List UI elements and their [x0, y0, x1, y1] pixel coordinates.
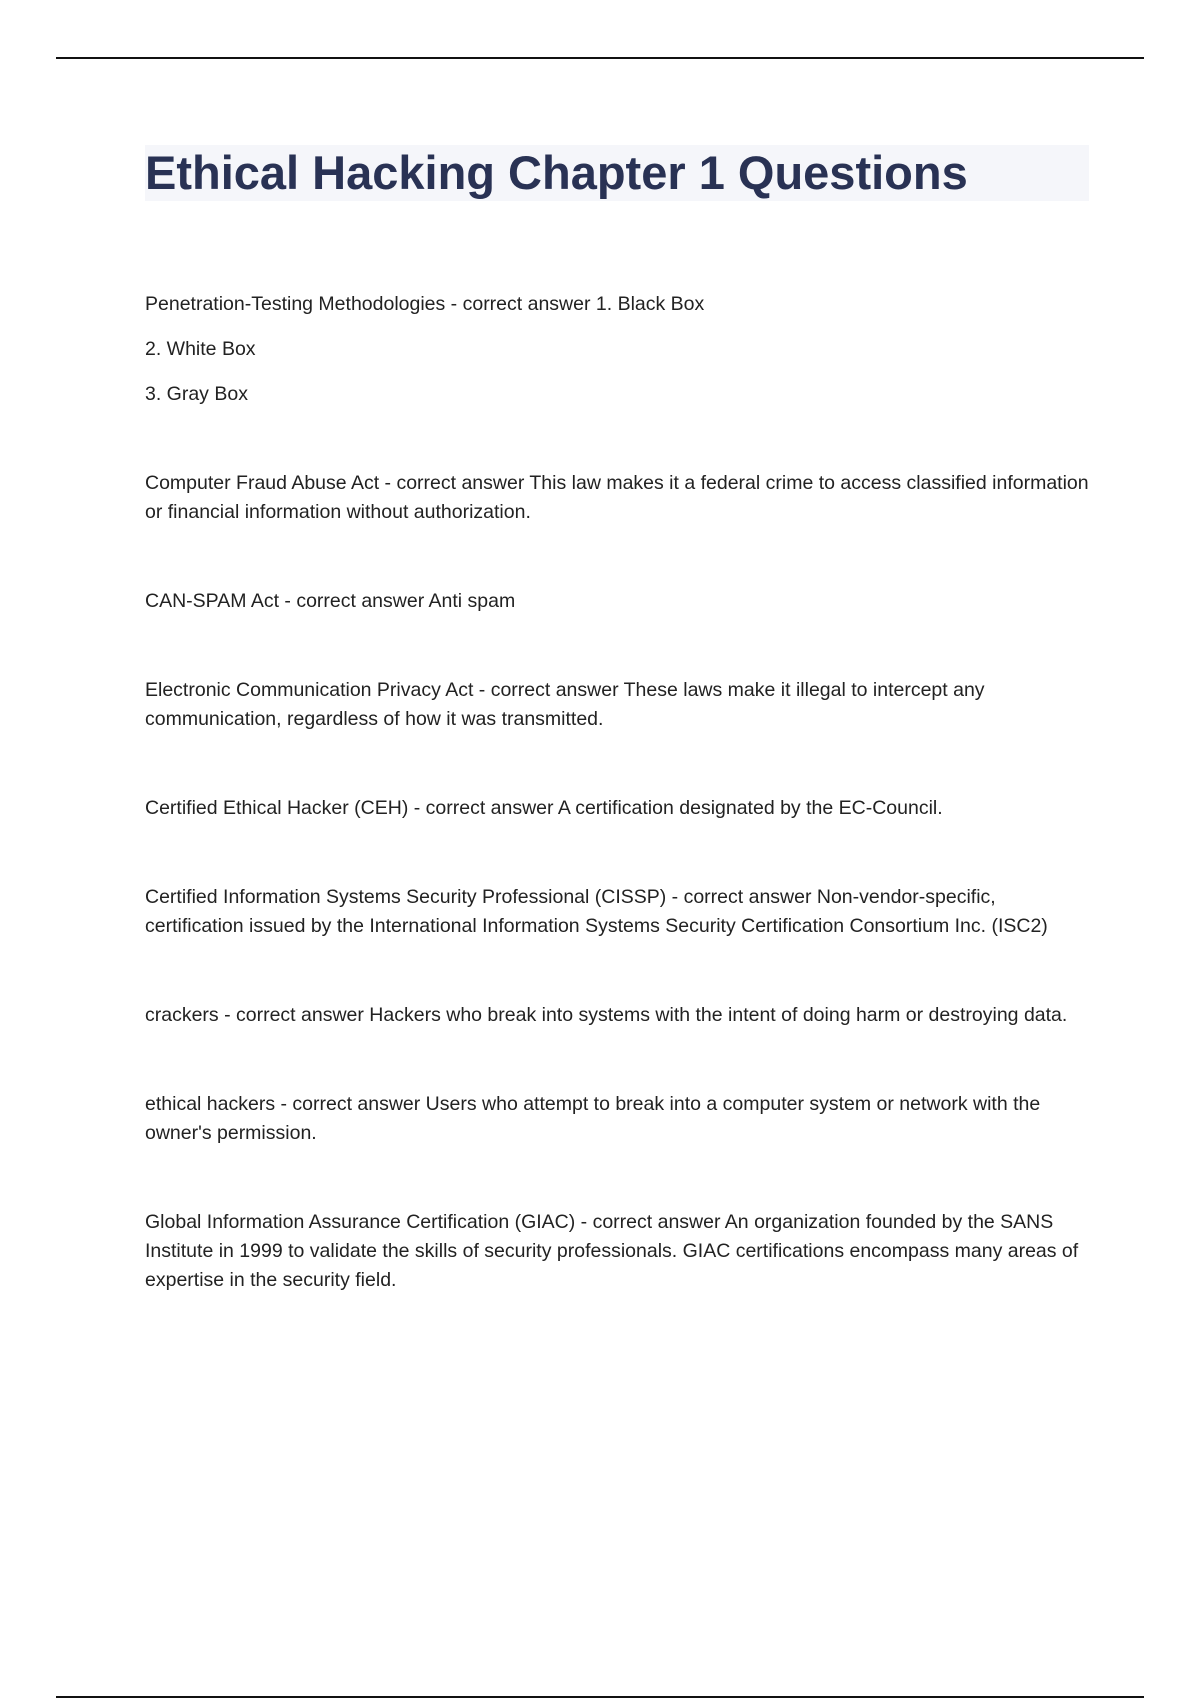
qa-item-penetration-testing — [145, 290, 1090, 409]
qa-item-giac — [145, 1208, 1090, 1295]
qa-text: Computer Fraud Abuse Act - correct answer This law makes it a federal crime to access classified information or financial information without authorization. — [145, 472, 1089, 523]
bottom-divider — [56, 1696, 1144, 1698]
qa-item-ceh — [145, 794, 1090, 823]
qa-text: crackers - correct answer Hackers who break into systems with the intent of doing harm or destroying data. — [145, 1004, 1068, 1026]
qa-text: Penetration-Testing Methodologies - correct answer 1. Black Box — [145, 293, 705, 315]
qa-text: Certified Information Systems Security Professional (CISSP) - correct answer Non-vendor-specific, certification issued by the International Information Systems Security Certification Consortium Inc. (ISC2) — [145, 886, 1048, 937]
qa-subitem: 3. Gray Box — [145, 383, 248, 405]
page-title: Ethical Hacking Chapter 1 Questions — [145, 146, 968, 199]
qa-text: CAN-SPAM Act - correct answer Anti spam — [145, 590, 516, 612]
qa-text: Certified Ethical Hacker (CEH) - correct answer A certification designated by the EC-Council. — [145, 797, 943, 819]
qa-text: Electronic Communication Privacy Act - correct answer These laws make it illegal to intercept any communication, regardless of how it was transmitted. — [145, 679, 985, 730]
qa-item-can-spam-act — [145, 587, 1090, 616]
qa-item-crackers — [145, 1001, 1090, 1030]
qa-text: ethical hackers - correct answer Users who attempt to break into a computer system or network with the owner's permission. — [145, 1093, 1041, 1144]
qa-text: Global Information Assurance Certification (GIAC) - correct answer An organization founded by the SANS Institute in 1999 to validate the skills of security professionals. GIAC certifications encompass many areas of expertise in the security field. — [145, 1211, 1079, 1291]
qa-item-cissp — [145, 883, 1090, 941]
qa-list — [145, 290, 1090, 1355]
qa-item-computer-fraud-abuse-act — [145, 469, 1090, 527]
qa-item-ethical-hackers — [145, 1090, 1090, 1148]
qa-item-ecpa — [145, 676, 1090, 734]
top-divider — [56, 57, 1144, 59]
qa-subitem: 2. White Box — [145, 338, 256, 360]
